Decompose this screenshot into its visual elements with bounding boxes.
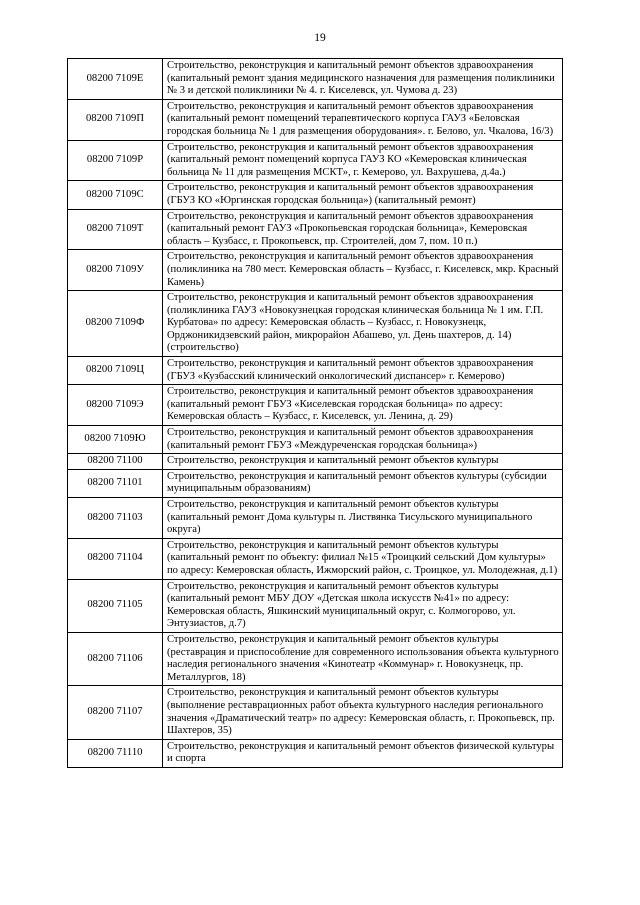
expense-description: Строительство, реконструкция и капитальный ремонт объектов здравоохранения (капитальный ремонт ГБУЗ «Междуреченская городская больница») [163, 426, 563, 454]
table-row [68, 209, 563, 250]
table-row [68, 426, 563, 454]
expense-description: Строительство, реконструкция и капитальный ремонт объектов культуры (капитальный ремонт Дома культуры п. Листвянка Тисульского муниципального округа) [163, 498, 563, 539]
table-row [68, 385, 563, 426]
classification-code: 08200 71103 [68, 498, 163, 539]
expense-description: Строительство, реконструкция и капитальный ремонт объектов здравоохранения (капитальный ремонт помещений корпуса ГАУЗ КО «Кемеровская клиническая больница № 11 для размещения МСКТ», г. Кемерово, ул. Вахрушева, д.4а.) [163, 140, 563, 181]
classification-code: 08200 7109Э [68, 385, 163, 426]
table-row [68, 579, 563, 632]
page-number: 19 [314, 32, 326, 44]
table-row [68, 498, 563, 539]
classification-code: 08200 71107 [68, 686, 163, 739]
expense-description: Строительство, реконструкция и капитальный ремонт объектов культуры (капитальный ремонт МБУ ДОУ «Детская школа искусств №41» по адресу: Кемеровская область, Яшкинский муниципальный округ, с. Колмогорово, ул. Энтузиастов, д.7) [163, 579, 563, 632]
classification-code: 08200 71101 [68, 469, 163, 497]
classification-code: 08200 71110 [68, 739, 163, 767]
table-row [68, 739, 563, 767]
expense-description: Строительство, реконструкция и капитальный ремонт объектов здравоохранения (ГБУЗ «Кузбасский клинический онкологический диспансер» г. Кемерово) [163, 357, 563, 385]
classification-code: 08200 7109Ф [68, 291, 163, 357]
classification-code: 08200 7109П [68, 99, 163, 140]
expense-description: Строительство, реконструкция и капитальный ремонт объектов здравоохранения (капитальный ремонт ГБУЗ «Киселевская городская больница» по адресу: Кемеровская область – Кузбасс, г. Киселевск, ул. Ленина, д. 29) [163, 385, 563, 426]
table-row [68, 469, 563, 497]
classification-code: 08200 7109Ц [68, 357, 163, 385]
classification-code: 08200 71105 [68, 579, 163, 632]
expense-description: Строительство, реконструкция и капитальный ремонт объектов здравоохранения (поликлиника на 780 мест. Кемеровская область – Кузбасс, г. Киселевск, мкр. Красный Камень) [163, 250, 563, 291]
table-row [68, 632, 563, 685]
classification-code: 08200 7109У [68, 250, 163, 291]
table-row [68, 181, 563, 209]
classification-code: 08200 7109С [68, 181, 163, 209]
expense-description: Строительство, реконструкция и капитальный ремонт объектов культуры (капитальный ремонт по объекту: филиал №15 «Троицкий сельский Дом культуры» по адресу: Кемеровская область, Ижморский район, с. Троицкое, ул. Молодежная, д.1) [163, 538, 563, 579]
expense-description: Строительство, реконструкция и капитальный ремонт объектов здравоохранения (капитальный ремонт здания медицинского назначения для размещения поликлиники № 3 и детской поликлиники № 4. г. Киселевск, ул. Чумова д. 23) [163, 59, 563, 100]
classification-code: 08200 71104 [68, 538, 163, 579]
expense-description: Строительство, реконструкция и капитальный ремонт объектов культуры (выполнение реставрационных работ объекта культурного наследия регионального значения «Драматический театр» по адресу: Кемеровская область, г. Прокопьевск, пр. Шахтеров, 35) [163, 686, 563, 739]
budget-code-table [67, 58, 563, 768]
table-row [68, 140, 563, 181]
classification-code: 08200 71100 [68, 454, 163, 470]
table-body [68, 59, 563, 768]
table-row [68, 99, 563, 140]
classification-code: 08200 7109Р [68, 140, 163, 181]
table-row [68, 686, 563, 739]
table-row [68, 59, 563, 100]
classification-code: 08200 7109Е [68, 59, 163, 100]
classification-code: 08200 71106 [68, 632, 163, 685]
expense-description: Строительство, реконструкция и капитальный ремонт объектов физической культуры и спорта [163, 739, 563, 767]
expense-description: Строительство, реконструкция и капитальный ремонт объектов здравоохранения (капитальный ремонт ГАУЗ «Прокопьевская городская больница», Кемеровская область – Кузбасс, г. Прокопьевск, пр. Строителей, дом 7, пом. 10 п.) [163, 209, 563, 250]
table-row [68, 357, 563, 385]
expense-description: Строительство, реконструкция и капитальный ремонт объектов культуры (субсидии муниципальным образованиям) [163, 469, 563, 497]
expense-description: Строительство, реконструкция и капитальный ремонт объектов культуры [163, 454, 563, 470]
table-row [68, 291, 563, 357]
expense-description: Строительство, реконструкция и капитальный ремонт объектов культуры (реставрация и приспособление для современного использования объекта культурного наследия регионального значения «Кинотеатр «Коммунар» г. Новокузнецк, пр. Металлургов, 18) [163, 632, 563, 685]
expense-description: Строительство, реконструкция и капитальный ремонт объектов здравоохранения (капитальный ремонт помещений терапевтического корпуса ГАУЗ «Беловская городская больница № 1 для размещения оборудования». г. Белово, ул. Чкалова, 16/3) [163, 99, 563, 140]
expense-description: Строительство, реконструкция и капитальный ремонт объектов здравоохранения (поликлиника ГАУЗ «Новокузнецкая городская клиническая больница № 1 им. Г.П. Курбатова» по адресу: Кемеровская область – Кузбасс, г. Новокузнецк, Орджоникидзевский район, микрорайон Абашево, ул. День шахтеров, д. 14) (строительство) [163, 291, 563, 357]
table-row [68, 454, 563, 470]
classification-code: 08200 7109Ю [68, 426, 163, 454]
classification-code: 08200 7109Т [68, 209, 163, 250]
table-row [68, 250, 563, 291]
table-row [68, 538, 563, 579]
expense-description: Строительство, реконструкция и капитальный ремонт объектов здравоохранения (ГБУЗ КО «Юргинская городская больница») (капитальный ремонт) [163, 181, 563, 209]
